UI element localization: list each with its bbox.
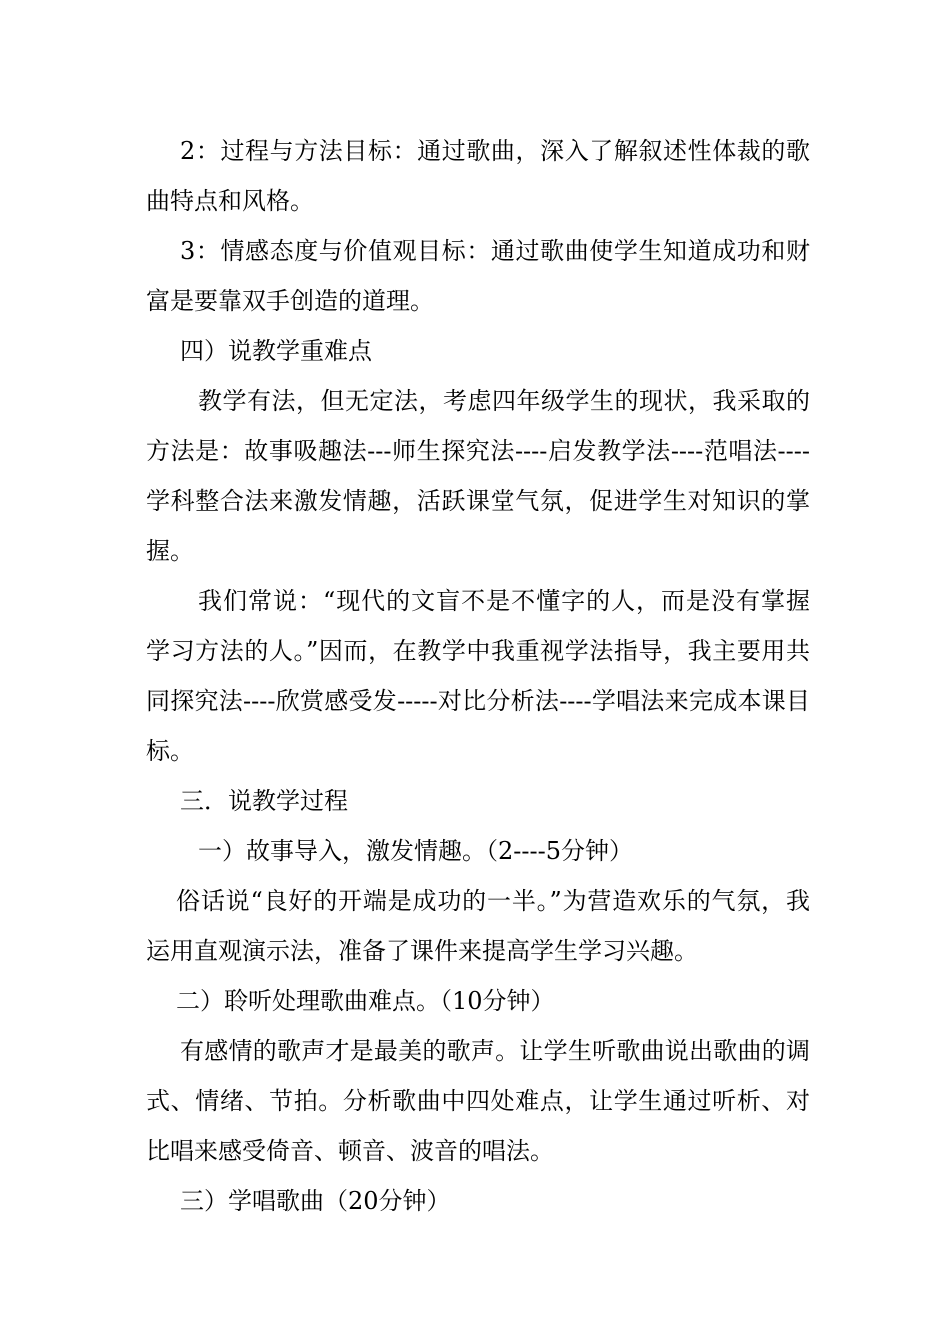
goal-3-paragraph: 3：情感态度与价值观目标：通过歌曲使学生知道成功和财富是要靠双手创造的道理。: [146, 237, 810, 315]
step-1-paragraph: 俗话说“良好的开端是成功的一半。”为营造欢乐的气氛，我运用直观演示法，准备了课件来提高学生学习兴趣。: [146, 887, 810, 965]
learning-methods-paragraph: 我们常说：“现代的文盲不是不懂字的人，而是没有掌握学习方法的人。”因而，在教学中我重视学法指导，我主要用共同探究法----欣赏感受发-----对比分析法----学唱法来完成本课目标。: [146, 587, 810, 765]
step-3-heading: 三）学唱歌曲（20分钟）: [180, 1187, 451, 1215]
document-body: [146, 126, 810, 1226]
teaching-methods-paragraph: 教学有法，但无定法，考虑四年级学生的现状，我采取的方法是：故事吸趣法---师生探究法----启发教学法----范唱法----学科整合法来激发情趣，活跃课堂气氛，促进学生对知识的掌握。: [146, 387, 810, 565]
section-heading-key-points: 四）说教学重难点: [180, 337, 372, 365]
step-2-paragraph: 有感情的歌声才是最美的歌声。让学生听歌曲说出歌曲的调式、情绪、节拍。分析歌曲中四处难点，让学生通过听析、对比唱来感受倚音、顿音、波音的唱法。: [146, 1037, 810, 1165]
step-2-heading: 二）聆听处理歌曲难点。（10分钟）: [176, 987, 555, 1015]
goal-2-paragraph: 2：过程与方法目标：通过歌曲，深入了解叙述性体裁的歌曲特点和风格。: [146, 137, 810, 215]
section-heading-teaching-process: 三．说教学过程: [180, 787, 348, 815]
step-1-heading: 一）故事导入，激发情趣。（2----5分钟）: [198, 837, 633, 865]
